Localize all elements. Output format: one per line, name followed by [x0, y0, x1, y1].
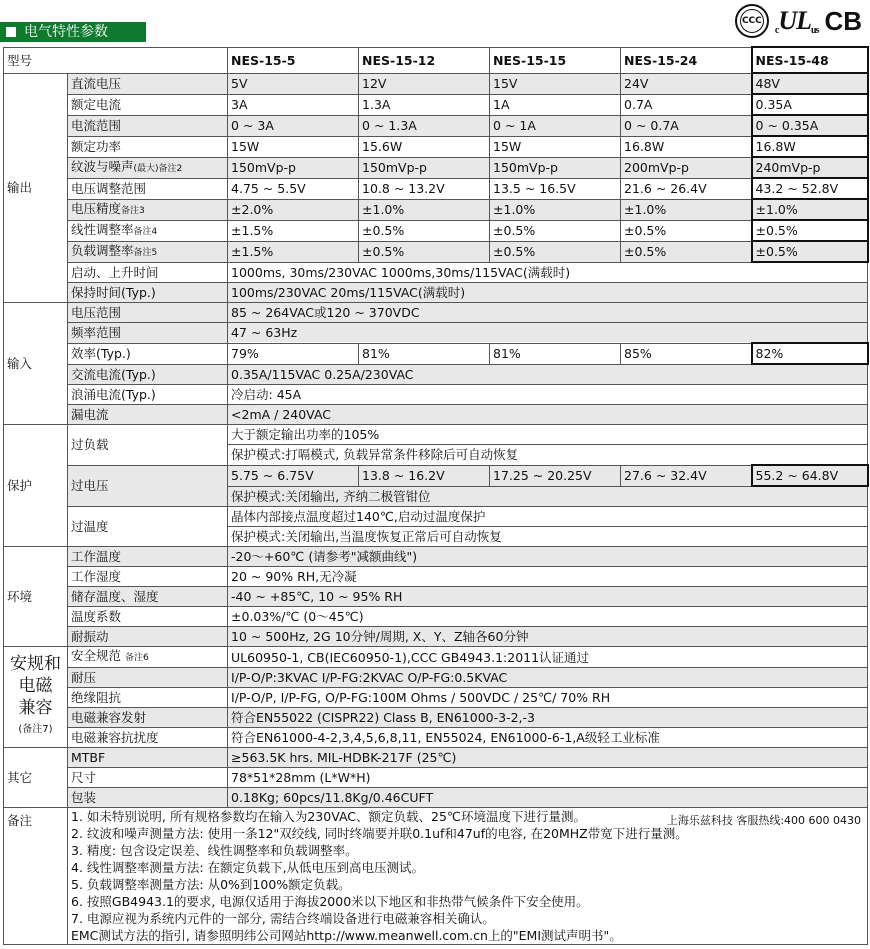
model-3: NES-15-15	[490, 47, 621, 73]
hotline-text: 上海乐兹科技 客服热线:400 600 0430	[666, 814, 862, 827]
table-row	[4, 136, 868, 157]
cell: ±2.0%	[228, 199, 359, 220]
cell: ±0.5%	[490, 220, 621, 241]
row-label: 耐压	[68, 668, 228, 688]
cat-output: 输出	[4, 73, 68, 303]
cell: 0 ~ 0.35A	[752, 115, 868, 136]
table-row	[4, 647, 868, 668]
cell: ≥563.5K hrs. MIL-HDBK-217F (25℃)	[228, 748, 868, 768]
cell: 27.6 ~ 32.4V	[621, 465, 752, 486]
cell: 16.8W	[752, 136, 868, 157]
row-label: 耐振动	[68, 627, 228, 647]
cell: UL60950-1, CB(IEC60950-1),CCC GB4943.1:2011认证通过	[228, 647, 868, 668]
cell: 21.6 ~ 26.4V	[621, 178, 752, 199]
note-line: 5. 负载调整率测量方法: 从0%到100%额定负载。	[71, 877, 351, 892]
ul-logo-icon: cULus	[774, 6, 819, 36]
cell: ±1.0%	[621, 199, 752, 220]
cell: 150mVp-p	[490, 157, 621, 178]
cell: 4.75 ~ 5.5V	[228, 178, 359, 199]
row-label: 额定功率	[68, 136, 228, 157]
cell: 13.8 ~ 16.2V	[359, 465, 490, 486]
cell: 符合EN55022 (CISPR22) Class B, EN61000-3-2,-3	[228, 708, 868, 728]
row-label: 工作湿度	[68, 567, 228, 587]
cell: 13.5 ~ 16.5V	[490, 178, 621, 199]
row-label: 电磁兼容发射	[68, 708, 228, 728]
cell: 20 ~ 90% RH,无冷凝	[228, 567, 868, 587]
table-row	[4, 748, 868, 768]
cell: 79%	[228, 343, 359, 364]
cell: 晶体内部接点温度超过140℃,启动过温度保护	[228, 507, 868, 527]
table-row	[4, 283, 868, 303]
cell: 81%	[490, 343, 621, 364]
table-row	[4, 788, 868, 808]
note-line: 3. 精度: 包含设定误差、线性调整率和负载调整率。	[71, 843, 358, 858]
cell: 16.8W	[621, 136, 752, 157]
cell: <2mA / 240VAC	[228, 405, 868, 425]
cell: I/P-O/P:3KVAC I/P-FG:2KVAC O/P-FG:0.5KVAC	[228, 668, 868, 688]
cat-safety: 安规和 电磁 兼容 (备注7)	[4, 647, 68, 748]
cell: 0 ~ 0.7A	[621, 115, 752, 136]
table-row	[4, 220, 868, 241]
cat-input: 输入	[4, 303, 68, 425]
note-line: 1. 如未特别说明, 所有规格参数均在输入为230VAC、额定负载、25℃环境温度下进行量测。	[71, 809, 586, 824]
cell: 47 ~ 63Hz	[228, 323, 868, 344]
row-label: 电磁兼容抗扰度	[68, 728, 228, 748]
table-row	[4, 385, 868, 405]
row-label: 线性调整率备注4	[68, 220, 228, 241]
table-row	[4, 178, 868, 199]
notes-cell	[68, 808, 868, 945]
cell: 200mVp-p	[621, 157, 752, 178]
table-row	[4, 668, 868, 688]
table-row	[4, 94, 868, 115]
model-5: NES-15-48	[752, 47, 868, 73]
row-label: 电压范围	[68, 303, 228, 323]
cell: 5.75 ~ 6.75V	[228, 465, 359, 486]
cell: ±0.5%	[359, 220, 490, 241]
note-line: 7. 电源应视为系统内元件的一部分, 需结合终端设备进行电磁兼容相关确认。	[71, 911, 495, 926]
cell: 10 ~ 500Hz, 2G 10分钟/周期, X、Y、Z轴各60分钟	[228, 627, 868, 647]
table-row	[4, 157, 868, 178]
table-row	[4, 323, 868, 344]
model-4: NES-15-24	[621, 47, 752, 73]
row-label: 工作温度	[68, 547, 228, 567]
cell: ±0.5%	[359, 241, 490, 262]
cell: 5V	[228, 73, 359, 94]
table-row	[4, 567, 868, 587]
cell: 0.35A/115VAC 0.25A/230VAC	[228, 364, 868, 385]
cell: ±0.5%	[621, 220, 752, 241]
row-label: 过温度	[68, 507, 228, 547]
cell: 0 ~ 1.3A	[359, 115, 490, 136]
row-label: 频率范围	[68, 323, 228, 344]
cat-env: 环境	[4, 547, 68, 647]
table-row	[4, 303, 868, 323]
cell: 冷启动: 45A	[228, 385, 868, 405]
table-row	[4, 607, 868, 627]
cert-logos	[735, 4, 862, 38]
cell: 0.18Kg; 60pcs/11.8Kg/0.46CUFT	[228, 788, 868, 808]
cell: 100ms/230VAC 20ms/115VAC(满载时)	[228, 283, 868, 303]
cell: 85 ~ 264VAC或120 ~ 370VDC	[228, 303, 868, 323]
notes-row	[4, 808, 868, 945]
cell: 0 ~ 3A	[228, 115, 359, 136]
cell: 17.25 ~ 20.25V	[490, 465, 621, 486]
table-row	[4, 768, 868, 788]
table-row	[4, 728, 868, 748]
model-label: 型号	[4, 47, 228, 73]
row-label: 包装	[68, 788, 228, 808]
cell: ±1.5%	[228, 220, 359, 241]
cell: 1.3A	[359, 94, 490, 115]
section-title: 电气特性参数	[24, 24, 108, 40]
cell: 240mVp-p	[752, 157, 868, 178]
row-label: 温度系数	[68, 607, 228, 627]
cell: 15W	[228, 136, 359, 157]
table-row	[4, 343, 868, 364]
cell: 48V	[752, 73, 868, 94]
cell: 0 ~ 1A	[490, 115, 621, 136]
row-label: 尺寸	[68, 768, 228, 788]
cell: 43.2 ~ 52.8V	[752, 178, 868, 199]
table-row	[4, 627, 868, 647]
table-row	[4, 708, 868, 728]
table-row	[4, 73, 868, 94]
spec-table	[3, 46, 869, 945]
row-label: 过负载	[68, 425, 228, 466]
row-label: 效率(Typ.)	[68, 343, 228, 364]
row-label: 直流电压	[68, 73, 228, 94]
cell: 78*51*28mm (L*W*H)	[228, 768, 868, 788]
row-label: 储存温度、湿度	[68, 587, 228, 607]
cb-logo-icon: CB	[824, 5, 862, 36]
row-label: 电流范围	[68, 115, 228, 136]
table-row	[4, 507, 868, 527]
cell: 保护模式:打嗝模式, 负载异常条件移除后可自动恢复	[228, 445, 868, 466]
cell: ±1.5%	[228, 241, 359, 262]
table-row	[4, 115, 868, 136]
table-row	[4, 425, 868, 445]
cell: 82%	[752, 343, 868, 364]
cell: 85%	[621, 343, 752, 364]
note-line: EMC测试方法的指引, 请参照明纬公司网站http://www.meanwell.com.cn上的"EMI测试声明书"。	[71, 928, 622, 943]
cell: I/P-O/P, I/P-FG, O/P-FG:100M Ohms / 500VDC / 25℃/ 70% RH	[228, 688, 868, 708]
section-header	[0, 22, 146, 42]
cat-protection: 保护	[4, 425, 68, 547]
model-1: NES-15-5	[228, 47, 359, 73]
cell: -40 ~ +85℃, 10 ~ 95% RH	[228, 587, 868, 607]
cell: 保护模式:关闭输出, 齐纳二极管钳位	[228, 486, 868, 507]
row-label: 绝缘阻抗	[68, 688, 228, 708]
cell: -20～+60℃ (请参考"减额曲线")	[228, 547, 868, 567]
cell: 保护模式:关闭输出,当温度恢复正常后可自动恢复	[228, 527, 868, 547]
cell: 15.6W	[359, 136, 490, 157]
cell: 150mVp-p	[359, 157, 490, 178]
cell: ±0.5%	[752, 241, 868, 262]
row-label: 浪涌电流(Typ.)	[68, 385, 228, 405]
row-label: 负载调整率备注5	[68, 241, 228, 262]
cell: 1000ms, 30ms/230VAC 1000ms,30ms/115VAC(满载时)	[228, 262, 868, 283]
row-label: 安全规范 备注6	[68, 647, 228, 668]
note-line: 2. 纹波和噪声测量方法: 使用一条12"双绞线, 同时终端要并联0.1uf和47uf的电容, 在20MHZ带宽下进行量测。	[71, 826, 688, 841]
row-label: 启动、上升时间	[68, 262, 228, 283]
ccc-logo-icon: CCC	[735, 4, 769, 38]
row-label: MTBF	[68, 748, 228, 768]
cell: 1A	[490, 94, 621, 115]
row-label: 保持时间(Typ.)	[68, 283, 228, 303]
table-row	[4, 262, 868, 283]
cell: 15V	[490, 73, 621, 94]
row-label: 电压调整范围	[68, 178, 228, 199]
table-row	[4, 241, 868, 262]
row-label: 交流电流(Typ.)	[68, 364, 228, 385]
cell: 12V	[359, 73, 490, 94]
cell: 大于额定输出功率的105%	[228, 425, 868, 445]
cell: ±1.0%	[359, 199, 490, 220]
table-row	[4, 405, 868, 425]
model-row	[4, 47, 868, 73]
row-label: 电压精度备注3	[68, 199, 228, 220]
table-row	[4, 465, 868, 486]
row-label: 纹波与噪声(最大)备注2	[68, 157, 228, 178]
cell: ±0.03%/℃ (0～45℃)	[228, 607, 868, 627]
cell: 0.35A	[752, 94, 868, 115]
cell: 3A	[228, 94, 359, 115]
table-row	[4, 199, 868, 220]
row-label: 漏电流	[68, 405, 228, 425]
cat-others: 其它	[4, 748, 68, 808]
cell: ±0.5%	[752, 220, 868, 241]
model-2: NES-15-12	[359, 47, 490, 73]
table-row	[4, 587, 868, 607]
cell: 55.2 ~ 64.8V	[752, 465, 868, 486]
cell: ±1.0%	[490, 199, 621, 220]
table-row	[4, 688, 868, 708]
cell: 符合EN61000-4-2,3,4,5,6,8,11, EN55024, EN61000-6-1,A级轻工业标准	[228, 728, 868, 748]
cell: ±0.5%	[490, 241, 621, 262]
cat-notes: 备注	[4, 808, 68, 945]
row-label: 额定电流	[68, 94, 228, 115]
cell: 24V	[621, 73, 752, 94]
cell: 81%	[359, 343, 490, 364]
cell: 150mVp-p	[228, 157, 359, 178]
table-row	[4, 364, 868, 385]
header-square-icon	[6, 27, 16, 37]
note-line: 4. 线性调整率测量方法: 在额定负载下,从低电压到高电压测试。	[71, 860, 425, 875]
row-label: 过电压	[68, 465, 228, 507]
note-line: 6. 按照GB4943.1的要求, 电源仅适用于海拔2000米以下地区和非热带气候条件下安全使用。	[71, 894, 589, 909]
cell: 0.7A	[621, 94, 752, 115]
cell: ±0.5%	[621, 241, 752, 262]
cell: ±1.0%	[752, 199, 868, 220]
cell: 15W	[490, 136, 621, 157]
table-row	[4, 547, 868, 567]
cell: 10.8 ~ 13.2V	[359, 178, 490, 199]
